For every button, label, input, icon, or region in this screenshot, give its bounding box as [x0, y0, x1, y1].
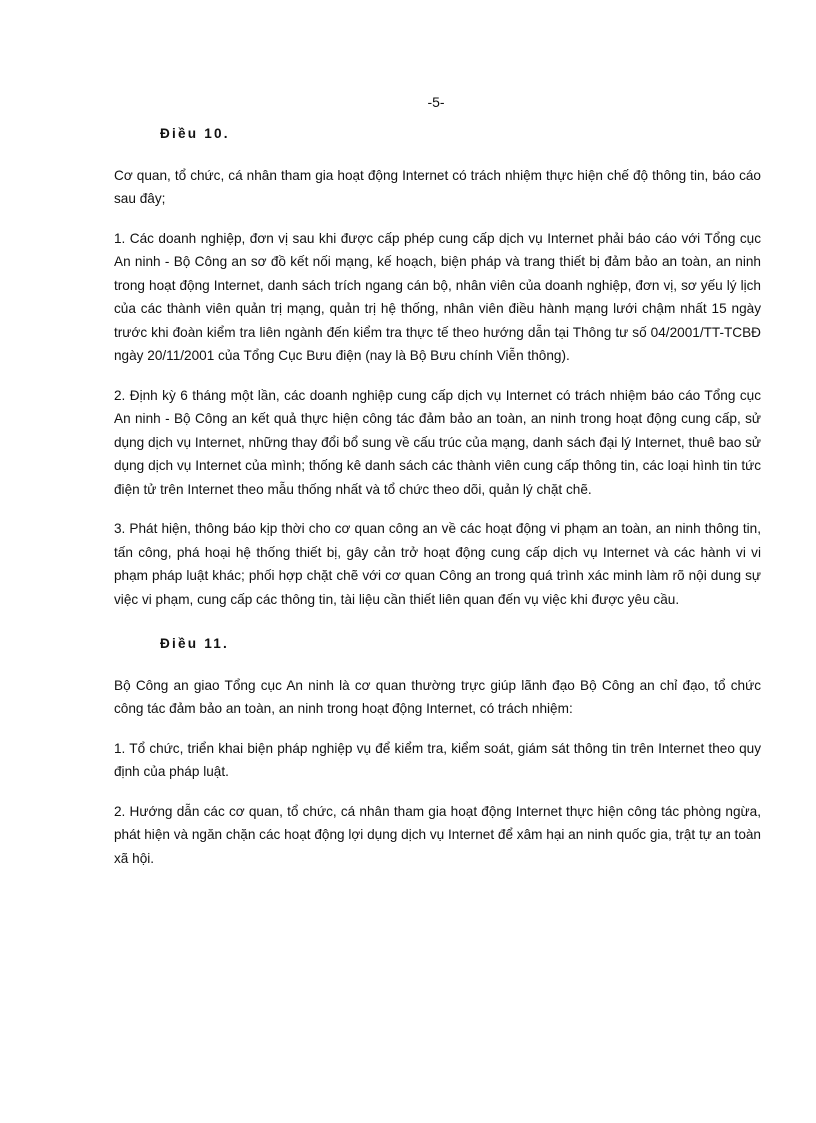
article-10-clause-1: 1. Các doanh nghiệp, đơn vị sau khi được cấp phép cung cấp dịch vụ Internet phải báo cáo với Tổng cục An ninh - Bộ Công an sơ đồ kết nối mạng, kế hoạch, biện pháp và trang thiết bị đảm bảo an toàn, an ninh trong hoạt động Internet, danh sách trích ngang cán bộ, nhân viên của doanh nghiệp, đơn vị, sơ yếu lý lịch của các thành viên quản trị mạng, quản trị hệ thống, nhân viên điều hành mạng lưới chậm nhất 15 ngày trước khi đoàn kiểm tra liên ngành đến kiểm tra thực tế theo hướng dẫn tại Thông tư số 04/2001/TT-TCBĐ ngày 20/11/2001 của Tổng Cục Bưu điện (nay là Bộ Bưu chính Viễn thông).: [114, 230, 761, 363]
document-body: [114, 120, 761, 870]
article-11-intro: Bộ Công an giao Tổng cục An ninh là cơ quan thường trực giúp lãnh đạo Bộ Công an chỉ đạo, tổ chức công tác đảm bảo an toàn, an ninh trong hoạt động Internet, có trách nhiệm:: [114, 677, 761, 716]
article-10-clause-2: 2. Định kỳ 6 tháng một lần, các doanh nghiệp cung cấp dịch vụ Internet có trách nhiệm báo cáo Tổng cục An ninh - Bộ Công an kết quả thực hiện công tác đảm bảo an toàn, an ninh trong hoạt động cung cấp, sử dụng dịch vụ Internet, những thay đổi bổ sung về cấu trúc của mạng, danh sách đại lý Internet, thuê bao sử dụng dịch vụ Internet của mình; thống kê danh sách các thành viên cung cấp thông tin, các loại hình tin tức điện tử trên Internet theo mẫu thống nhất và tổ chức theo dõi, quản lý chặt chẽ.: [114, 387, 761, 497]
article-10-intro: Cơ quan, tổ chức, cá nhân tham gia hoạt động Internet có trách nhiệm thực hiện chế độ thông tin, báo cáo sau đây;: [114, 167, 761, 206]
article-11-heading: Điều 11.: [160, 636, 229, 651]
article-11-clause-1: 1. Tổ chức, triển khai biện pháp nghiệp vụ để kiểm tra, kiểm soát, giám sát thông tin trên Internet theo quy định của pháp luật.: [114, 740, 761, 779]
article-10-heading: Điều 10.: [160, 126, 230, 141]
article-11-clause-2: 2. Hướng dẫn các cơ quan, tổ chức, cá nhân tham gia hoạt động Internet thực hiện công tác phòng ngừa, phát hiện và ngăn chặn các hoạt động lợi dụng dịch vụ Internet để xâm hại an ninh quốc gia, trật tự an toàn xã hội.: [114, 803, 761, 866]
page-number: -5-: [427, 94, 445, 110]
article-10-clause-3: 3. Phát hiện, thông báo kịp thời cho cơ quan công an về các hoạt động vi phạm an toàn, an ninh thông tin, tấn công, phá hoại hệ thống thiết bị, gây cản trở hoạt động cung cấp dịch vụ Internet và các hành vi vi phạm pháp luật khác; phối hợp chặt chẽ với cơ quan Công an trong quá trình xác minh làm rõ nội dung sự việc vi phạm, cung cấp các thông tin, tài liệu cần thiết liên quan đến vụ việc khi được yêu cầu.: [114, 521, 761, 607]
